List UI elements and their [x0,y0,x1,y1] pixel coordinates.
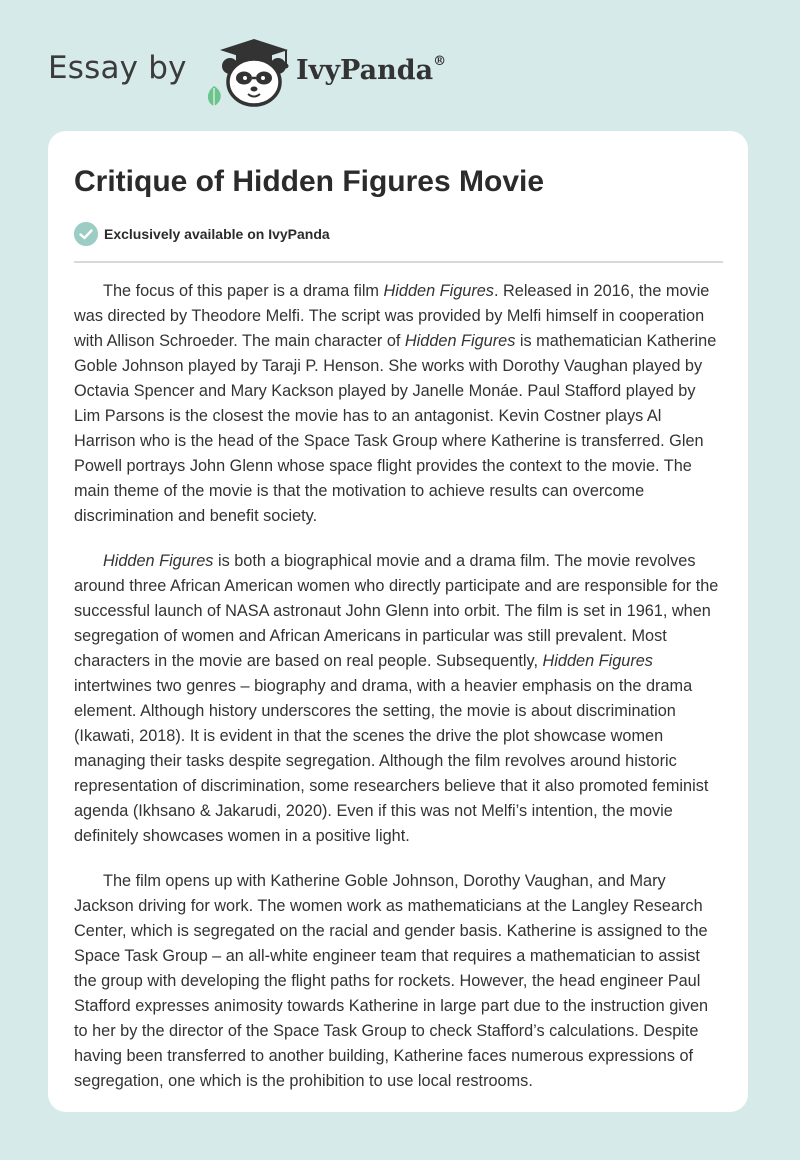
essay-card [48,131,748,1112]
check-circle-icon [74,222,98,246]
paragraph-text: is both a biographical movie and a drama film. The movie revolves around three African American women who directly participate and are responsible for the successful launch of NASA astronaut John Glenn into orbit. The film is set in 1961, when segregation of women and African Americans in particular was still prevalent. Most characters in the movie are based on real people. Subsequently, [74,552,719,670]
title-divider [74,261,723,263]
trademark-symbol: ® [433,54,447,69]
paragraph-text: is mathematician Katherine Goble Johnson played by Taraji P. Henson. She works with Dorothy Vaughan played by Octavia Spencer and Mary Kackson played by Janelle Monáe. Paul Stafford played by Lim Parsons is the closest the movie has to an antagonist. Kevin Costner plays Al Harrison who is the head of the Space Task Group where Katherine is transferred. Glen Powell portrays John Glenn whose space flight provides the context to the movie. The main theme of the movie is that the motivation to achieve results can overcome discrimination and benefit society. [74,332,717,525]
panda-graduate-icon[interactable] [200,36,296,108]
essay-body [74,279,726,1114]
italic-film-title: Hidden Figures [103,552,214,570]
brand-name-text: IvyPanda [296,55,434,86]
paragraph-text: The film opens up with Katherine Goble Johnson, Dorothy Vaughan, and Mary Jackson driving for work. The women work as mathematicians at the Langley Research Center, which is segregated on the racial and gender basis. Katherine is assigned to the Space Task Group – an all-white engineer team that requires a mathematician to assist the group with developing the flight paths for rockets. However, the head engineer Paul Stafford expresses animosity towards Katherine in large part due to the instruction given to her by the director of the Space Task Group to check Stafford’s calculations. Despite having been transferred to another building, Katherine faces numerous expressions of segregation, one which is the prohibition to use local restrooms. [74,872,709,1090]
italic-film-title: Hidden Figures [404,332,516,350]
italic-film-title: Hidden Figures [542,652,653,670]
paragraph-text: The focus of this paper is a drama film [103,282,384,300]
essay-paragraph [74,869,726,1094]
italic-film-title: Hidden Figures [383,282,494,300]
brand-name[interactable] [296,55,446,86]
paragraph-text: intertwines two genres – biography and drama, with a heavier emphasis on the drama element. Although history underscores the setting, the movie is about discrimination (Ikawati, 2018). It is evident in that the scenes the drive the plot showcase women managing their tasks despite segregation. Although the film revolves around historic representation of discrimination, some researchers believe that it also promoted feminist agenda (Ikhsano & Jakarudi, 2020). Even if this was not Melfi’s intention, the movie definitely showcases women in a positive light. [74,677,709,845]
essay-paragraph [74,279,726,529]
essay-title: Critique of Hidden Figures Movie [74,165,545,198]
site-header [0,0,800,130]
paragraph-text: . Released in 2016, the movie was directed by Theodore Melfi. The script was provided by Melfi himself in cooperation with Allison Schroeder. The main character of [74,282,710,350]
brand-prefix: Essay by [48,50,187,86]
essay-paragraph [74,549,726,849]
exclusive-badge-label: Exclusively available on IvyPanda [104,226,330,242]
